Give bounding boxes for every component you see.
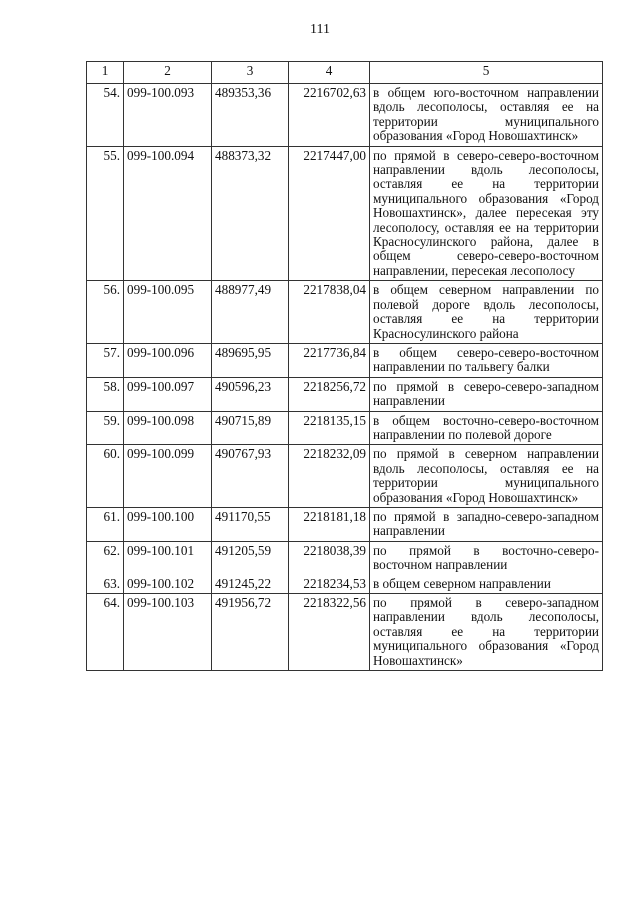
table-row xyxy=(87,84,603,147)
boundary-description: в общем юго-восточном направлении вдоль лесополосы, оставляя ее на территории муниципального образования «Город Новошахтинск» xyxy=(370,84,603,147)
boundary-description: по прямой в северо-западном направлении вдоль лесополосы, оставляя ее на территории муниципального образования «Город Новошахтинск» xyxy=(370,594,603,671)
point-number: 60. xyxy=(87,445,124,508)
column-header: 4 xyxy=(289,62,370,84)
table-header-row xyxy=(87,62,603,84)
table-row xyxy=(87,146,603,281)
coordinate-x: 489695,95 xyxy=(212,343,289,377)
coordinate-y: 2217736,84 xyxy=(289,343,370,377)
coordinate-y: 2218135,15 xyxy=(289,411,370,445)
point-code: 099-100.102 xyxy=(124,575,212,594)
table-row xyxy=(87,594,603,671)
boundary-description: по прямой в восточно-северо-восточном направлении xyxy=(370,541,603,574)
point-code: 099-100.093 xyxy=(124,84,212,147)
page-number: 111 xyxy=(310,22,330,37)
coordinate-x: 488977,49 xyxy=(212,281,289,344)
coordinate-x: 491205,59 xyxy=(212,541,289,574)
point-number: 57. xyxy=(87,343,124,377)
point-number: 58. xyxy=(87,377,124,411)
coordinate-y: 2217447,00 xyxy=(289,146,370,281)
coordinate-y: 2217838,04 xyxy=(289,281,370,344)
column-header: 2 xyxy=(124,62,212,84)
coordinate-y: 2218181,18 xyxy=(289,507,370,541)
boundary-description: в общем северо-северо-восточном направлении по тальвегу балки xyxy=(370,343,603,377)
column-header: 5 xyxy=(370,62,603,84)
coordinate-y: 2218256,72 xyxy=(289,377,370,411)
boundary-description: по прямой в северо-северо-восточном направлении вдоль лесополосы, оставляя ее на территории муниципального образования «Город Новошахтинск», далее пересекая эту лесополосу, оставляя ее на территории Красносулинского района, далее в общем северо-северо-восточном направлении, пересекая лесополосу xyxy=(370,146,603,281)
coordinate-x: 491956,72 xyxy=(212,594,289,671)
point-number: 56. xyxy=(87,281,124,344)
point-number: 55. xyxy=(87,146,124,281)
coordinate-x: 491170,55 xyxy=(212,507,289,541)
coordinate-y: 2218322,56 xyxy=(289,594,370,671)
boundary-description: в общем северном направлении xyxy=(370,575,603,594)
coordinate-x: 491245,22 xyxy=(212,575,289,594)
boundary-points-table xyxy=(86,61,603,671)
boundary-description: по прямой в северном направлении вдоль лесополосы, оставляя ее на территории муниципального образования «Город Новошахтинск» xyxy=(370,445,603,508)
boundary-description: в общем северном направлении по полевой дороге вдоль лесополосы, оставляя ее на территории Красносулинского района xyxy=(370,281,603,344)
point-code: 099-100.103 xyxy=(124,594,212,671)
table-row xyxy=(87,541,603,574)
column-header: 3 xyxy=(212,62,289,84)
point-code: 099-100.096 xyxy=(124,343,212,377)
table-row xyxy=(87,445,603,508)
point-number: 54. xyxy=(87,84,124,147)
point-code: 099-100.100 xyxy=(124,507,212,541)
point-code: 099-100.099 xyxy=(124,445,212,508)
table-row xyxy=(87,281,603,344)
table-row xyxy=(87,575,603,594)
boundary-description: в общем восточно-северо-восточном направлении по полевой дороге xyxy=(370,411,603,445)
point-number: 63. xyxy=(87,575,124,594)
point-code: 099-100.101 xyxy=(124,541,212,574)
table-row xyxy=(87,411,603,445)
table-row xyxy=(87,343,603,377)
point-number: 64. xyxy=(87,594,124,671)
point-number: 59. xyxy=(87,411,124,445)
boundary-description: по прямой в западно-северо-западном направлении xyxy=(370,507,603,541)
point-code: 099-100.097 xyxy=(124,377,212,411)
coordinate-y: 2218234,53 xyxy=(289,575,370,594)
coordinate-x: 490767,93 xyxy=(212,445,289,508)
column-header: 1 xyxy=(87,62,124,84)
point-number: 61. xyxy=(87,507,124,541)
coordinate-y: 2216702,63 xyxy=(289,84,370,147)
point-code: 099-100.098 xyxy=(124,411,212,445)
coordinate-x: 490596,23 xyxy=(212,377,289,411)
point-number: 62. xyxy=(87,541,124,574)
table-row xyxy=(87,507,603,541)
coordinate-x: 490715,89 xyxy=(212,411,289,445)
boundary-description: по прямой в северо-северо-западном направлении xyxy=(370,377,603,411)
point-code: 099-100.095 xyxy=(124,281,212,344)
table-row xyxy=(87,377,603,411)
coordinate-x: 488373,32 xyxy=(212,146,289,281)
point-code: 099-100.094 xyxy=(124,146,212,281)
coordinate-y: 2218038,39 xyxy=(289,541,370,574)
coordinate-x: 489353,36 xyxy=(212,84,289,147)
coordinate-y: 2218232,09 xyxy=(289,445,370,508)
